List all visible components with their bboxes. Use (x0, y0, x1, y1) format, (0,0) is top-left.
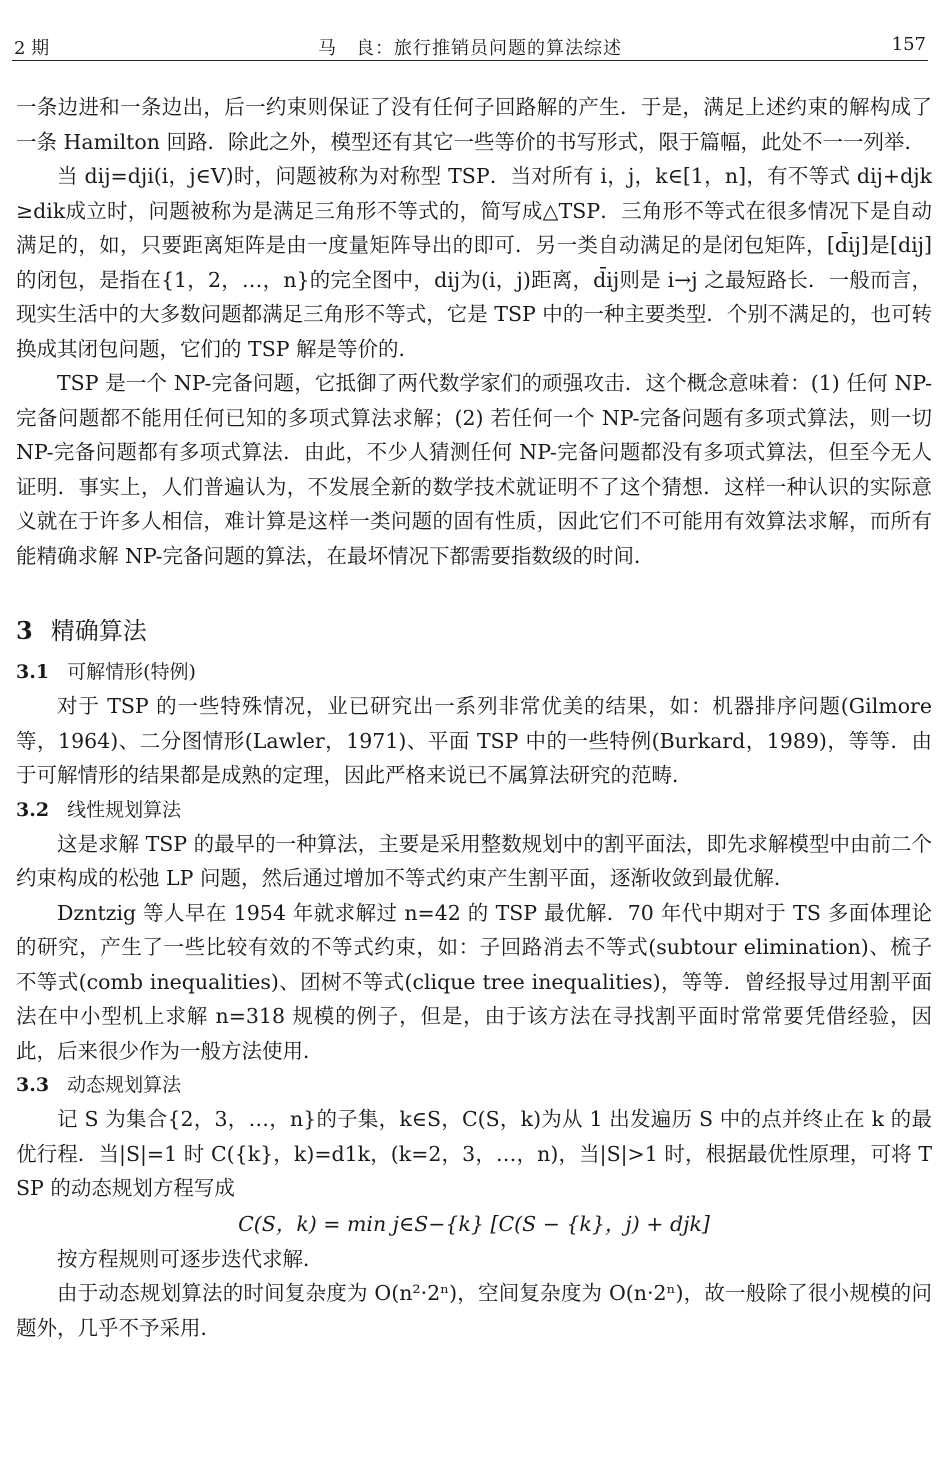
subsection-number: 3.1 (16, 661, 50, 683)
page-number: 157 (891, 34, 926, 55)
subsection-number: 3.3 (16, 1074, 50, 1096)
section-number: 3 (16, 616, 33, 645)
paragraph: 这是求解 TSP 的最早的一种算法，主要是采用整数规划中的割平面法，即先求解模型中由前二个约束构成的松弛 LP 问题，然后通过增加不等式约束产生割平面，逐渐收敛到最优解． (16, 831, 932, 890)
paragraph: 当 dij=dji(i，j∈V)时，问题被称为对称型 TSP．当对所有 i，j，k∈[1，n]，有不等式 dij+djk≥dik成立时，问题被称为是满足三角形不等式的，简写成△TSP．三角形不等式在很多情况下是自动满足的，如，只要距离矩阵是由一度量矩阵导出的即可．另一类自动满足的是闭包矩阵，[d̄ij]是[dij]的闭包，是指在{1，2，…，n}的完全图中，dij为(i，j)距离，d̄ij则是 i→j 之最短路长．一般而言，现实生活中的大多数问题都满足三角形不等式，它是 TSP 中的一种主要类型．个别不满足的，也可转换成其闭包问题，它们的 TSP 解是等价的． (16, 164, 932, 361)
running-header (12, 30, 928, 61)
section-title: 精确算法 (50, 617, 147, 645)
section-heading (16, 611, 932, 651)
paragraph: 按方程规则可逐步迭代求解． (57, 1246, 324, 1271)
subsection-heading (16, 793, 932, 827)
article-body (16, 90, 932, 1345)
paragraph: Dzntzig 等人早在 1954 年就求解过 n=42 的 TSP 最优解．70 年代中期对于 TS 多面体理论的研究，产生了一些比较有效的不等式约束，如：子回路消去不等式(subtour elimination)、梳子不等式(comb inequalities)、团树不等式(clique tree inequalities)，等等．曾经报导过用割平面法在中小型机上求解 n=318 规模的例子，但是，由于该方法在寻找割平面时常常要凭借经验，因此，后来很少作为一般方法使用． (16, 900, 932, 1063)
paragraph: 记 S 为集合{2，3，…，n}的子集，k∈S，C(S，k)为从 1 出发遍历 S 中的点并终止在 k 的最优行程．当|S|=1 时 C({k}，k)=d1k，(k=2，3，…，n)，当|S|>1 时，根据最优性原理，可将 TSP 的动态规划方程写成 (16, 1107, 932, 1200)
subsection-title: 可解情形(特例) (67, 661, 196, 683)
subsection-number: 3.2 (16, 798, 50, 821)
subsection-heading (16, 1068, 932, 1102)
subsection-title: 线性规划算法 (67, 798, 182, 821)
paragraph: 一条边进和一条边出，后一约束则保证了没有任何子回路解的产生．于是，满足上述约束的解构成了一条 Hamilton 回路．除此之外，模型还有其它一些等价的书写形式，限于篇幅，此处不一一列举． (16, 95, 932, 154)
subsection-title: 动态规划算法 (67, 1074, 182, 1096)
paragraph: 对于 TSP 的一些特殊情况，业已研究出一系列非常优美的结果，如：机器排序问题(Gilmore 等，1964)、二分图情形(Lawler，1971)、平面 TSP 中的一些特例(Burkard，1989)，等等．由于可解情形的结果都是成熟的定理，因此严格来说已不属算法研究的范畴． (16, 694, 932, 787)
paragraph: TSP 是一个 NP-完备问题，它抵御了两代数学家们的顽强攻击．这个概念意味着：(1) 任何 NP-完备问题都不能用任何已知的多项式算法求解；(2) 若任何一个 NP-完备问题有多项式算法，则一切 NP-完备问题都有多项式算法．由此，不少人猜测任何 NP-完备问题都没有多项式算法，但至今无人证明．事实上，人们普遍认为，不发展全新的数学技术就证明不了这个猜想．这样一种认识的实际意义就在于许多人相信，难计算是这样一类问题的固有性质，因此它们不可能用有效算法求解，而所有能精确求解 NP-完备问题的算法，在最坏情况下都需要指数级的时间． (16, 371, 932, 568)
subsection-heading (16, 655, 932, 689)
paragraph: 由于动态规划算法的时间复杂度为 O(n²·2ⁿ)，空间复杂度为 O(n·2ⁿ)，故一般除了很小规模的问题外，几乎不予采用． (16, 1281, 932, 1340)
running-title: 马 良：旅行推销员问题的算法综述 (318, 38, 622, 59)
dp-equation: C(S，k) = min j∈S−{k} [C(S − {k}，j) + djk] (238, 1211, 710, 1236)
issue-label: 2 期 (14, 38, 50, 59)
